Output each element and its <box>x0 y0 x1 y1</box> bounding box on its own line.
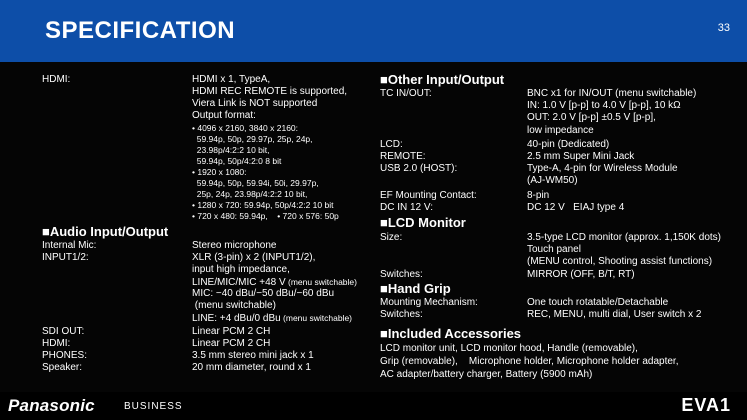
hdmi-line: Viera Link is NOT supported <box>192 98 318 109</box>
usb-line: (AJ-WM50) <box>527 175 578 186</box>
other-io-heading: ■Other Input/Output <box>380 72 505 87</box>
hdmi-label: HDMI: <box>42 74 71 85</box>
header-bar <box>0 0 747 62</box>
input-line-note: (menu switchable) <box>280 313 353 323</box>
lcd-value: 40-pin (Dedicated) <box>527 139 610 150</box>
input-line: XLR (3-pin) x 2 (INPUT1/2), <box>192 252 316 263</box>
grip-switches-value: REC, MENU, multi dial, User switch x 2 <box>527 309 702 320</box>
input-line: input high impedance, <box>192 264 290 275</box>
internal-mic-label: Internal Mic: <box>42 240 97 251</box>
lcd-size-line: 3.5-type LCD monitor (approx. 1,150K dots) <box>527 232 721 243</box>
spec-content <box>0 62 747 392</box>
audio-heading: ■Audio Input/Output <box>42 224 169 239</box>
hdmi-format-bullet: • 1920 x 1080: <box>192 167 247 177</box>
dc-in-label: DC IN 12 V: <box>380 202 433 213</box>
lcd-size-line: (MENU control, Shooting assist functions) <box>527 256 713 267</box>
hdmi-format-bullet: 23.98p/4:2:2 10 bit, <box>192 145 270 155</box>
lcd-monitor-heading: ■LCD Monitor <box>380 215 466 230</box>
lcd-size-line: Touch panel <box>527 244 581 255</box>
phones-value: 3.5 mm stereo mini jack x 1 <box>192 350 314 361</box>
hdmi-format-bullet: 59.94p, 50p/4:2:0 8 bit <box>192 156 282 166</box>
internal-mic-value: Stereo microphone <box>192 240 277 251</box>
sdi-out-label: SDI OUT: <box>42 326 85 337</box>
hdmi-format-bullet: 59.94p, 50p, 59.94i, 50i, 29.97p, <box>192 178 319 188</box>
accessories-line: LCD monitor unit, LCD monitor hood, Handle (removable), <box>380 343 638 354</box>
footer-bar <box>0 392 747 420</box>
input-label: INPUT1/2: <box>42 252 89 263</box>
tc-line: low impedance <box>527 125 594 136</box>
hdmi-format-bullet: 25p, 24p, 23.98p/4:2:2 10 bit, <box>192 189 308 199</box>
tc-line: OUT: 2.0 V [p-p] ±0.5 V [p-p], <box>527 112 656 123</box>
lcd-switches-label: Switches: <box>380 269 423 280</box>
hand-grip-heading: ■Hand Grip <box>380 281 451 296</box>
phones-label: PHONES: <box>42 350 88 361</box>
hdmi-audio-value: Linear PCM 2 CH <box>192 338 271 349</box>
hdmi-line: HDMI REC REMOTE is supported, <box>192 86 348 97</box>
mounting-label: Mounting Mechanism: <box>380 297 478 308</box>
panasonic-logo: Panasonic <box>8 396 95 415</box>
accessories-heading: ■Included Accessories <box>380 326 522 341</box>
hdmi-line: Output format: <box>192 110 256 121</box>
dc-in-value: DC 12 V EIAJ type 4 <box>527 202 625 213</box>
sdi-out-value: Linear PCM 2 CH <box>192 326 271 337</box>
input-line: MIC: −40 dBu/−50 dBu/−60 dBu <box>192 288 335 299</box>
business-label: BUSINESS <box>124 401 183 412</box>
tc-line: BNC x1 for IN/OUT (menu switchable) <box>527 88 697 99</box>
hdmi-format-bullet: • 4096 x 2160, 3840 x 2160: <box>192 123 299 133</box>
eva1-logo: EVA1 <box>681 395 731 415</box>
input-line: (menu switchable) <box>192 300 276 311</box>
tc-label: TC IN/OUT: <box>380 88 432 99</box>
input-line-main: LINE: +4 dBu/0 dBu <box>192 313 281 324</box>
mounting-value: One touch rotatable/Detachable <box>527 297 669 308</box>
speaker-label: Speaker: <box>42 362 83 373</box>
hdmi-format-bullet: 59.94p, 50p, 29.97p, 25p, 24p, <box>192 134 313 144</box>
remote-value: 2.5 mm Super Mini Jack <box>527 151 635 162</box>
input-line-main: LINE/MIC/MIC +48 V <box>192 277 286 288</box>
page-title: SPECIFICATION <box>45 17 236 44</box>
usb-line: Type-A, 4-pin for Wireless Module <box>527 163 678 174</box>
tc-line: IN: 1.0 V [p-p] to 4.0 V [p-p], 10 kΩ <box>527 100 681 111</box>
accessories-line: AC adapter/battery charger, Battery (5900 mAh) <box>380 369 593 380</box>
ef-contact-value: 8-pin <box>527 190 550 201</box>
hdmi-format-bullet: • 1280 x 720: 59.94p, 50p/4:2:2 10 bit <box>192 200 334 210</box>
page-number: 33 <box>717 22 730 34</box>
hdmi-format-bullet: • 720 x 480: 59.94p, • 720 x 576: 50p <box>192 211 339 221</box>
speaker-value: 20 mm diameter, round x 1 <box>192 362 311 373</box>
lcd-switches-value: MIRROR (OFF, B/T, RT) <box>527 269 635 280</box>
hdmi-audio-label: HDMI: <box>42 338 71 349</box>
accessories-line: Grip (removable), Microphone holder, Microphone holder adapter, <box>380 356 679 367</box>
hdmi-line: HDMI x 1, TypeA, <box>192 74 271 85</box>
grip-switches-label: Switches: <box>380 309 423 320</box>
remote-label: REMOTE: <box>380 151 426 162</box>
ef-contact-label: EF Mounting Contact: <box>380 190 477 201</box>
lcd-size-label: Size: <box>380 232 403 243</box>
usb-label: USB 2.0 (HOST): <box>380 163 458 174</box>
input-line-note: (menu switchable) <box>285 277 357 287</box>
lcd-label: LCD: <box>380 139 403 150</box>
input-line <box>192 312 352 325</box>
